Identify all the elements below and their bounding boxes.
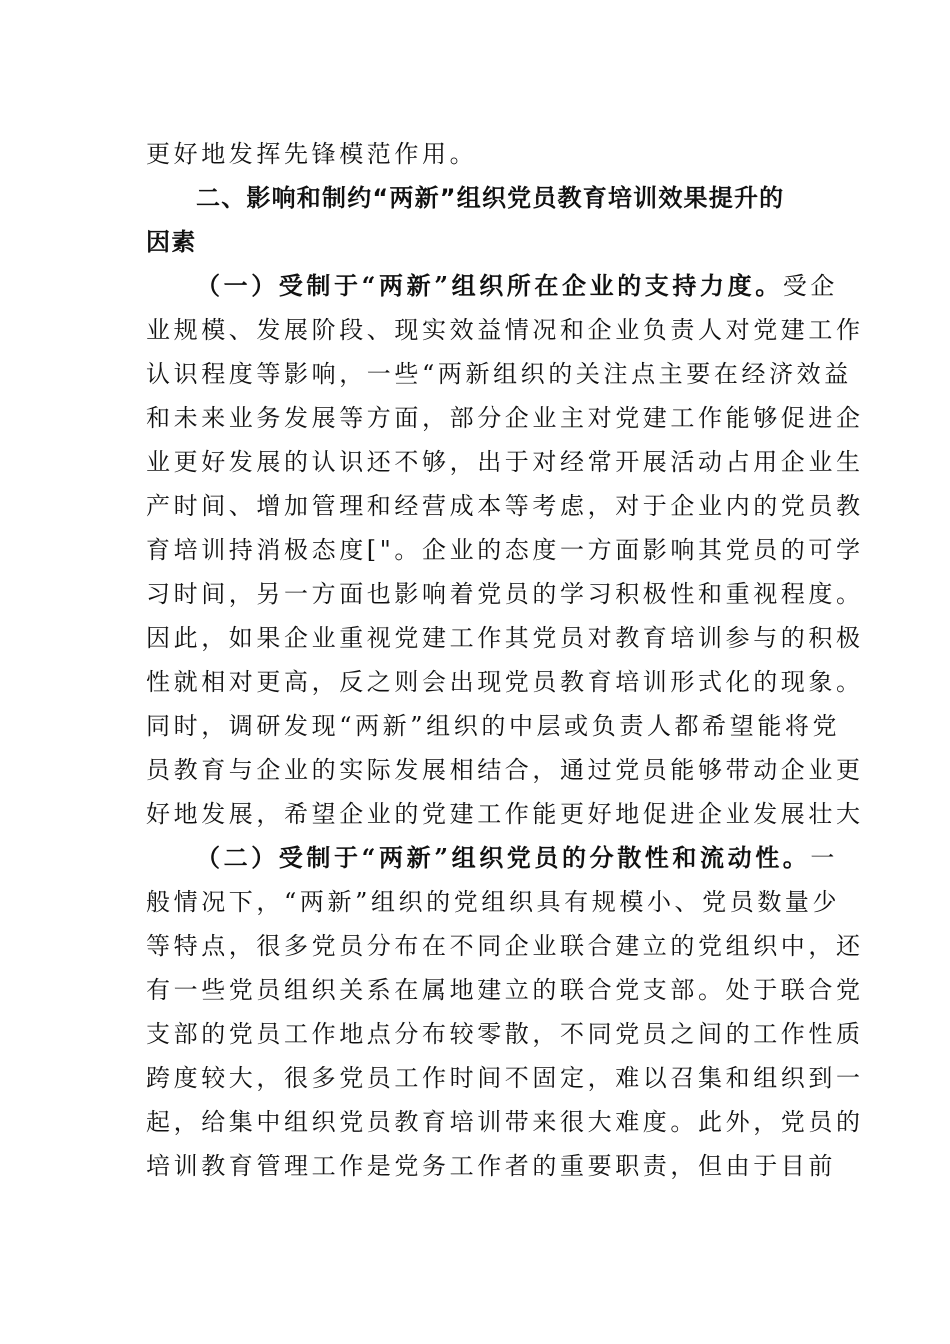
text-line: 般情况下，“两新”组织的党组织具有规模小、党员数量少 [146, 888, 841, 916]
section-heading-continued: 因素 [146, 228, 197, 256]
text-line: 和未来业务发展等方面，部分企业主对党建工作能够促进企 [146, 404, 864, 432]
section-heading: 二、影响和制约“两新”组织党员教育培训效果提升的 [196, 184, 785, 212]
text-line: 好地发展，希望企业的党建工作能更好地促进企业发展壮大 [146, 800, 864, 828]
text-line: 业规模、发展阶段、现实效益情况和企业负责人对党建工作 [146, 316, 864, 344]
text-line: 性就相对更高，反之则会出现党员教育培训形式化的现象。 [146, 668, 864, 696]
text-line: 起，给集中组织党员教育培训带来很大难度。此外，党员的 [146, 1108, 864, 1136]
paragraph-2-first-line [196, 842, 839, 874]
subheading-1: （一）受制于“两新”组织所在企业的支持力度。 [196, 271, 783, 300]
text-line: 认识程度等影响，一些“两新组织的关注点主要在经济效益 [146, 360, 852, 388]
text-line: 因此，如果企业重视党建工作其党员对教育培训参与的积极 [146, 624, 864, 652]
text-line: 育培训持消极态度["。企业的态度一方面影响其党员的可学 [146, 536, 864, 564]
text-line: 业更好发展的认识还不够，出于对经常开展活动占用企业生 [146, 448, 864, 476]
subheading-2: （二）受制于“两新”组织党员的分散性和流动性。 [196, 843, 811, 872]
text-fragment: 受企 [782, 272, 839, 300]
text-line: 等特点，很多党员分布在不同企业联合建立的党组织中，还 [146, 932, 864, 960]
text-line: 产时间、增加管理和经营成本等考虑，对于企业内的党员教 [146, 492, 864, 520]
text-line: 培训教育管理工作是党务工作者的重要职责，但由于目前 [146, 1152, 836, 1180]
paragraph-1-first-line [196, 270, 839, 302]
text-line: 有一些党员组织关系在属地建立的联合党支部。处于联合党 [146, 976, 864, 1004]
text-fragment: 一 [810, 844, 839, 872]
text-line: 更好地发挥先锋模范作用。 [146, 140, 478, 168]
text-line: 支部的党员工作地点分布较零散，不同党员之间的工作性质 [146, 1020, 864, 1048]
text-line: 员教育与企业的实际发展相结合，通过党员能够带动企业更 [146, 756, 864, 784]
text-line: 习时间，另一方面也影响着党员的学习积极性和重视程度。 [146, 580, 864, 608]
text-line: 跨度较大，很多党员工作时间不固定，难以召集和组织到一 [146, 1064, 864, 1092]
text-line: 同时，调研发现“两新”组织的中层或负责人都希望能将党 [146, 712, 841, 740]
